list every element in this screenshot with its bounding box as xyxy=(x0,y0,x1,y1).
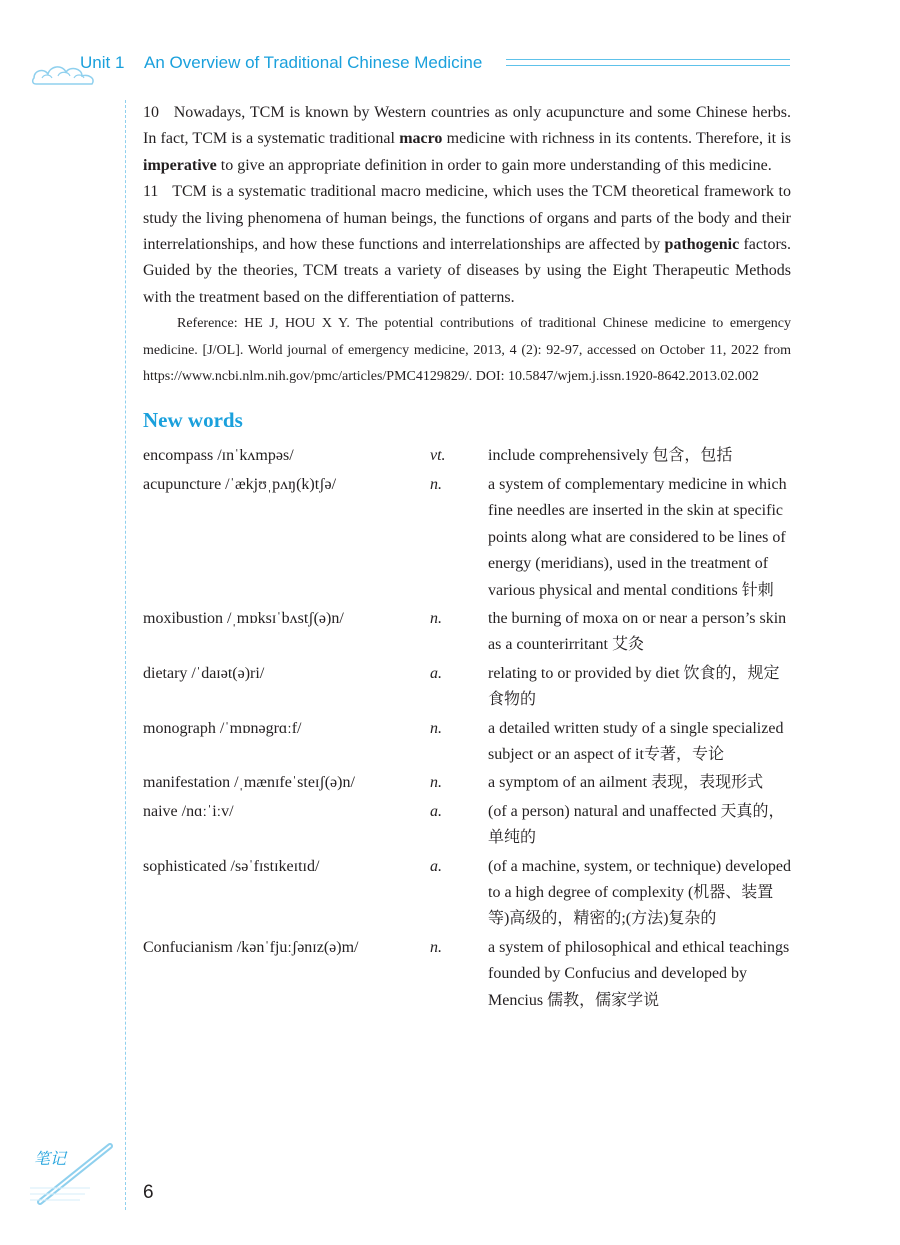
word-term: monograph /ˈmɒnəgrɑːf/ xyxy=(143,719,302,737)
paragraph-text: medicine with richness in its contents. Therefore, it is xyxy=(442,130,791,148)
word-pos: n. xyxy=(430,774,442,792)
word-term: encompass /ɪnˈkʌmpəs/ xyxy=(143,447,294,465)
paragraph-number: 11 xyxy=(143,183,159,201)
word-entry xyxy=(143,606,791,659)
word-entry xyxy=(143,716,791,769)
word-definition: include comprehensively 包含，包括 xyxy=(488,447,733,465)
word-definition: (of a machine, system, or technique) developed to a high degree of complexity (机器、装置等)高级的，精密的;(方法)复杂的 xyxy=(488,857,791,928)
word-definition: a system of philosophical and ethical teachings founded by Confucius and developed by Mencius 儒教，儒家学说 xyxy=(488,938,790,1009)
paragraph-11 xyxy=(143,179,791,311)
header-rule xyxy=(506,65,790,66)
word-entry xyxy=(143,770,791,796)
word-entry xyxy=(143,443,791,469)
page-number: 6 xyxy=(143,1182,154,1203)
word-definition: relating to or provided by diet 饮食的，规定食物的 xyxy=(488,664,780,709)
word-entry xyxy=(143,661,791,714)
word-list xyxy=(143,443,791,1014)
word-entry xyxy=(143,472,791,604)
unit-label: Unit 1 xyxy=(80,53,125,72)
word-pos: a. xyxy=(430,857,442,875)
keyword-pathogenic: pathogenic xyxy=(664,236,740,254)
word-term: manifestation /ˌmænɪfeˈsteɪʃ(ə)n/ xyxy=(143,774,355,792)
paragraph-text: Nowadays, TCM is known by Western countries as only acupuncture and some Chinese herbs. In fact, TCM is a systematic traditional xyxy=(143,104,792,148)
word-term: naive /nɑːˈiːv/ xyxy=(143,802,234,820)
paragraph-text: to give an appropriate definition in order to gain more understanding of this medicine. xyxy=(216,156,772,174)
word-pos: a. xyxy=(430,664,442,682)
word-entry xyxy=(143,935,791,1014)
word-pos: n. xyxy=(430,938,442,956)
word-term: acupuncture /ˈækjʊˌpʌŋ(k)tʃə/ xyxy=(143,475,337,493)
page-content xyxy=(143,100,791,1016)
word-entry xyxy=(143,854,791,933)
word-pos: vt. xyxy=(430,447,446,465)
word-term: dietary /ˈdaɪət(ə)ri/ xyxy=(143,664,265,682)
word-definition: the burning of moxa on or near a person’s skin as a counterirritant 艾灸 xyxy=(488,609,787,654)
paragraph-text: factors. Guided by the theories, TCM treats a variety of diseases by using the Eight Therapeutic Methods with the treatment based on the differentiation of patterns. xyxy=(143,236,791,306)
word-term: sophisticated /səˈfɪstɪkeɪtɪd/ xyxy=(143,857,320,875)
word-definition: a system of complementary medicine in which fine needles are inserted in the skin at specific points along what are considered to be lines of energy (meridians), used in the treatment of various physical and mental conditions 针刺 xyxy=(488,475,787,599)
word-pos: a. xyxy=(430,802,442,820)
word-entry xyxy=(143,799,791,852)
word-pos: n. xyxy=(430,609,442,627)
running-header xyxy=(0,48,900,98)
keyword-macro: macro xyxy=(399,130,443,148)
new-words-heading: New words xyxy=(143,408,243,433)
header-rule xyxy=(506,59,790,60)
margin-divider xyxy=(125,100,126,1210)
notes-pen-icon xyxy=(30,1138,116,1208)
reference: Reference: HE J, HOU X Y. The potential contributions of traditional Chinese medicine to emergency medicine. [J/OL]. World journal of emergency medicine, 2013, 4 (2): 92-97, accessed on October 11, 2022 from https://www.ncbi.nlm.nih.gov/pmc/articles/PMC4129829/. DOI: 10.5847/wjem.j.issn.1920-8642.2013.02.002 xyxy=(143,316,791,385)
unit-title: An Overview of Traditional Chinese Medicine xyxy=(144,53,483,72)
notes-label: 笔记 xyxy=(34,1149,67,1168)
paragraph-10 xyxy=(143,100,791,179)
paragraph-text: TCM is a systematic traditional macro medicine, which uses the TCM theoretical framework to study the living phenomena of human beings, the functions of organs and parts of the body and their interrelationships, and how these functions and interrelationships are affected by xyxy=(143,183,791,254)
word-pos: n. xyxy=(430,719,442,737)
word-term: Confucianism /kənˈfjuːʃənɪz(ə)m/ xyxy=(143,938,359,956)
word-definition: a symptom of an ailment 表现，表现形式 xyxy=(488,774,764,792)
paragraph-number: 10 xyxy=(143,104,159,121)
word-term: moxibustion /ˌmɒksɪˈbʌstʃ(ə)n/ xyxy=(143,609,344,627)
word-definition: a detailed written study of a single specialized subject or an aspect of it专著，专论 xyxy=(488,719,784,763)
word-definition: (of a person) natural and unaffected 天真的，单纯的 xyxy=(488,802,785,847)
keyword-imperative: imperative xyxy=(143,156,217,174)
word-pos: n. xyxy=(430,475,442,493)
